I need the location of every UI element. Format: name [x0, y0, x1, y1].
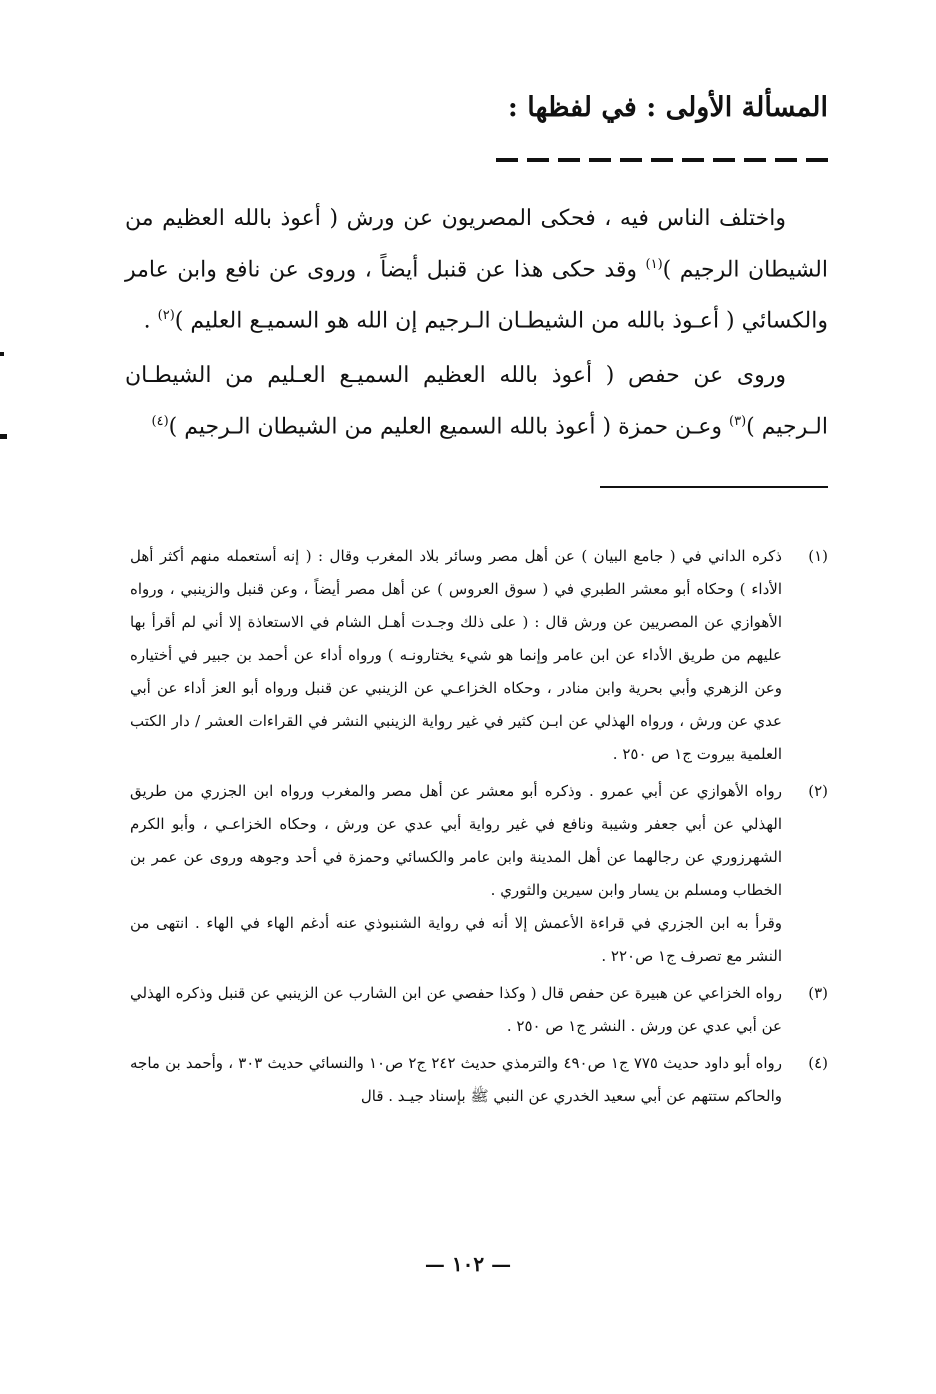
scan-margin-mark — [0, 352, 4, 356]
scan-margin-mark — [0, 434, 7, 439]
footnote-item — [130, 540, 828, 771]
footnote-text — [130, 775, 782, 973]
footnote-line: رواه أبو داود حديث ٧٧٥ ج١ ص٤٩٠ والترمذي حديث ٢٤٢ ج٢ ص١٠ والنسائي حديث ٣٠٣ ، وأحمد بن ماجه والحاكم ستتهم عن أبي سعيد الخدري عن النبي ﷺ بإسناد جيـد . قال — [130, 1054, 783, 1105]
footnote-line: ذكره الداني في ( جامع البيان ) عن أهل مصر وسائر بلاد المغرب وقال : ( إنه أستعمله منهم أكثر أهل الأداء ) وحكاه أبو معشر الطبري في ( سوق العروس ) عن أهل مصر أيضاً ، وعن قنبل والزينبي ، ورواه الأهوازي عن المصريين عن ورش قال : ( على ذلك وجـدت أهـل الشام في الاستعاذة إلا أني لم أقرأ بها عليهم من طريق الأداء عن ابن عامر وإنما هو شيء يختارونـه ) ورواه أداء عن أحمد بن جبير في أختياره وعن الزهري وأبي بحرية وابن منادر ، وحكاه الخزاعـي عن الزينبي عن قنبل ورواه أبو العز أداء عن أبي عدي عن ورش ، ورواه الهذلي عن ابـن كثير في غير رواية الزينبي النشر في القراءات العشر / دار الكتب العلمية بيروت ج١ ص ٢٥٠ . — [130, 547, 782, 763]
body-text-run: وقد حكى هذا عن قنبل أيضاً ، وروى عن نافع وابن عامر والكسائي ( أعـوذ بالله من الشيطـان الـرجيم إن الله هو السميـع العليم ) — [125, 257, 828, 334]
page-number: — ١٠٢ — — [424, 1252, 512, 1276]
footnote-reference: (١) — [645, 257, 663, 272]
footnote-line: وقرأ به ابن الجزري في قراءة الأعمش إلا أنه في رواية الشنبوذي عنه أدغم الهاء في الهاء . انتهى من النشر مع تصرف ج١ ص٢٢٠ . — [130, 914, 782, 965]
footnote-text — [130, 540, 782, 771]
footnote-reference: (٣) — [729, 413, 747, 429]
footnote-reference: (٤) — [151, 413, 169, 429]
body-paragraph — [125, 353, 828, 450]
footnote-number: (٣) — [808, 984, 828, 1002]
footnotes-section — [130, 540, 828, 1117]
footnote-item — [130, 775, 828, 973]
footnote-line: رواه الأهوازي عن أبي عمرو . وذكره أبو معشر عن أهل مصر والمغرب ورواه ابن الجزري من طريق الهذلي عن أبي جعفر وشيبة ونافع في غير رواية أبي عدي عن ورش ، وحكاه الخزاعـي ، وأبو الكرم الشهرزوري عن رجالهما عن أهل المدينة وابن عامر والكسائي وحمزة في أحد وجوهه وروى عن عمر بن الخطاب ومسلم بن يسار وابن سيرين والثوري . — [130, 782, 782, 899]
footnote-number: (٤) — [808, 1054, 828, 1072]
heading-dashed-rule — [496, 158, 828, 162]
footnote-number: (٢) — [808, 782, 828, 800]
footnote-line: رواه الخزاعي عن هبيرة عن حفص قال ( وكذا حفصي عن ابن الشارب عن الزينبي عن قنبل وذكره الهذلي عن أبي عدي عن ورش . النشر ج١ ص ٢٥٠ . — [130, 984, 782, 1035]
footnote-separator-rule — [600, 486, 828, 488]
footnote-text — [130, 1047, 782, 1113]
footnote-item — [130, 977, 828, 1043]
body-paragraph — [125, 196, 828, 345]
footnote-text — [130, 977, 782, 1043]
footnote-number: (١) — [808, 547, 828, 565]
footnote-item — [130, 1047, 828, 1113]
body-text-run: وروى عن حفص ( أعوذ بالله العظيم السميـع العـليم من الشيطـان الـرجيم ) — [125, 362, 828, 439]
body-text-run: وعـن حمزة ( أعوذ بالله السميع العليم من الشيطان الـرجيم ) — [168, 413, 729, 439]
body-text-run: واختلف الناس فيه ، فحكى المصريون عن ورش ( أعوذ بالله العظيم من الشيطان الرجيم ) — [125, 206, 829, 283]
main-body-text — [125, 196, 828, 458]
footnote-reference: (٢) — [157, 308, 175, 324]
body-text-run: . — [143, 308, 158, 334]
section-heading: المسألة الأولى : في لفظها : — [507, 92, 828, 123]
